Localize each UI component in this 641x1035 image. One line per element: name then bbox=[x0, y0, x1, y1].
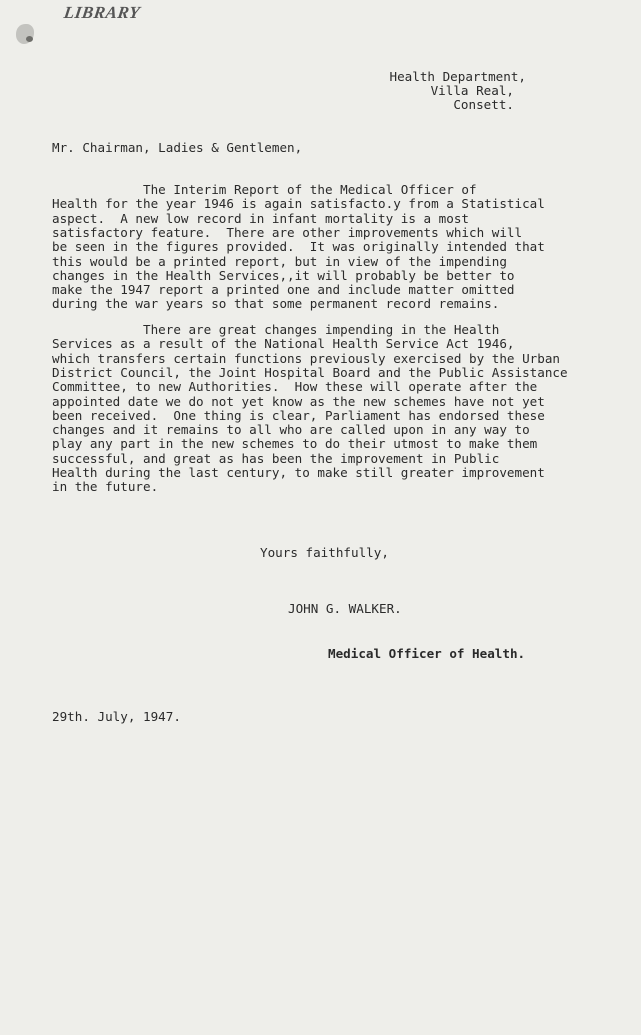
paragraph-line: The Interim Report of the Medical Officer of bbox=[52, 182, 477, 197]
salutation: Mr. Chairman, Ladies & Gentlemen, bbox=[52, 140, 303, 155]
closing: Yours faithfully, bbox=[260, 545, 389, 560]
paragraph-line: appointed date we do not yet know as the new schemes have not yet bbox=[52, 393, 545, 409]
paragraph-line: Services as a result of the National Health Service Act 1946, bbox=[52, 336, 515, 352]
ink-spot bbox=[26, 36, 33, 42]
signatory-title: Medical Officer of Health. bbox=[328, 646, 526, 661]
letter-date: 29th. July, 1947. bbox=[52, 709, 181, 724]
paragraph-line: There are great changes impending in the Health bbox=[52, 322, 500, 337]
paragraph-line: be seen in the figures provided. It was originally intended that bbox=[52, 239, 545, 255]
paragraph-line: been received. One thing is clear, Parliament has endorsed these bbox=[52, 407, 545, 423]
paragraph-line: successful, and great as has been the improvement in Public bbox=[52, 450, 500, 466]
library-stamp: LIBRARY bbox=[62, 3, 142, 22]
paragraph-line: satisfactory feature. There are other improvements which will bbox=[52, 224, 523, 240]
signatory-name: JOHN G. WALKER. bbox=[288, 601, 402, 616]
paragraph-line: play any part in the new schemes to do their utmost to make them bbox=[52, 436, 538, 452]
paragraph-line: Committee, to new Authorities. How these will operate after the bbox=[52, 379, 538, 395]
address-line-1: Health Department, bbox=[389, 69, 526, 84]
paragraph-line: changes and it remains to all who are called upon in any way to bbox=[52, 422, 530, 438]
paragraph-line: this would be a printed report, but in view of the impending bbox=[52, 253, 507, 269]
paragraph-line: Health for the year 1946 is again satisfacto.y from a Statistical bbox=[52, 196, 545, 212]
address-line-3: Consett. bbox=[453, 97, 514, 112]
paragraph-line: in the future. bbox=[52, 479, 159, 495]
address-line-2: Villa Real, bbox=[430, 83, 514, 98]
paragraph-line: which transfers certain functions previously exercised by the Urban bbox=[52, 350, 560, 366]
paragraph-line: aspect. A new low record in infant mortality is a most bbox=[52, 210, 470, 226]
paragraph-line: make the 1947 report a printed one and include matter omitted bbox=[52, 282, 515, 298]
paragraph-line: Health during the last century, to make still greater improvement bbox=[52, 465, 545, 480]
paragraph-line: District Council, the Joint Hospital Board and the Public Assistance bbox=[52, 364, 568, 380]
paragraph-line: during the war years so that some permanent record remains. bbox=[52, 296, 500, 312]
paragraph-line: changes in the Health Services,,it will probably be better to bbox=[52, 267, 515, 283]
